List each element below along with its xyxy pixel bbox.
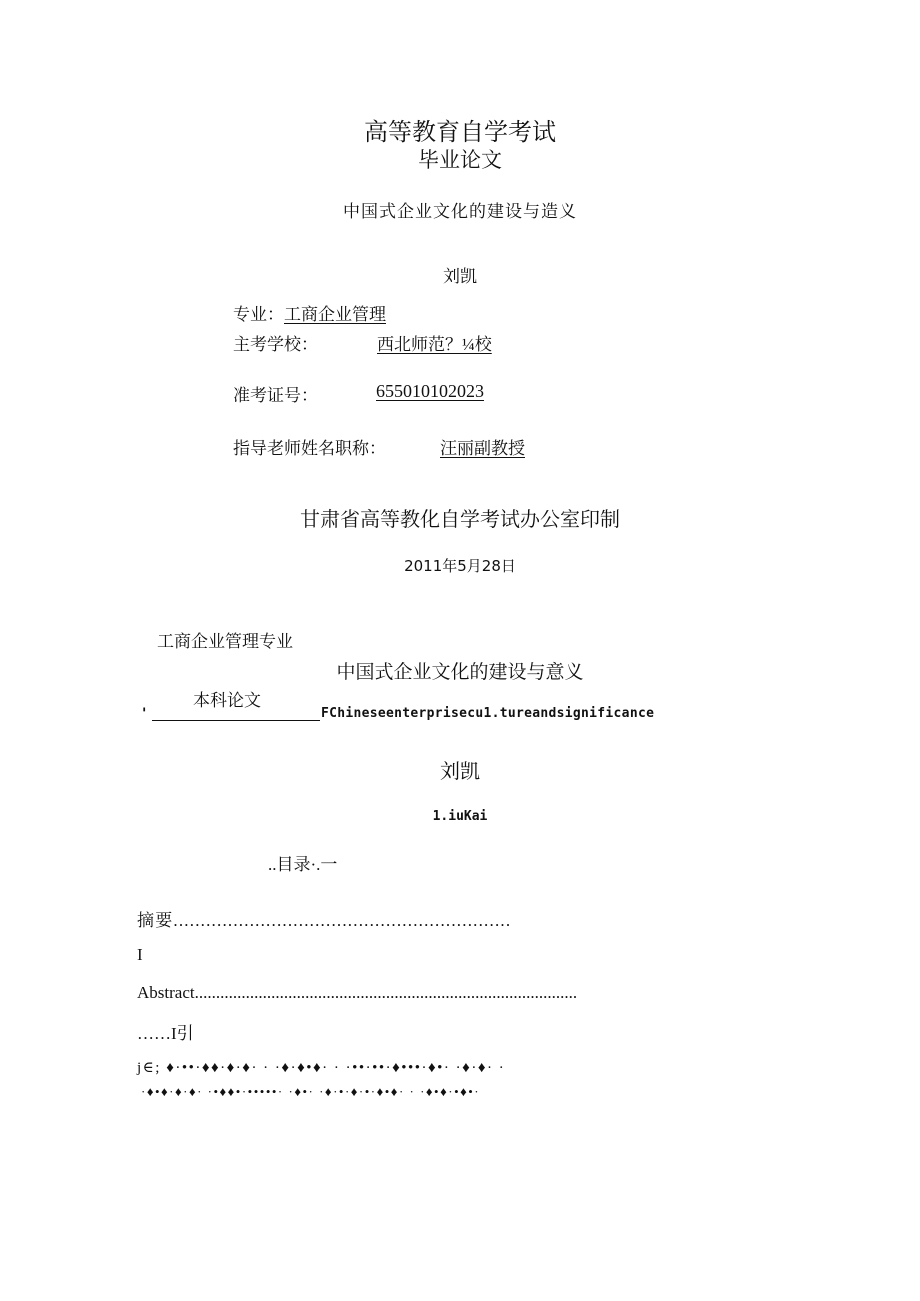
toc-heading: ..目录·.一: [268, 855, 338, 874]
author-name: 刘凯: [443, 267, 477, 286]
cn-title: 中国式企业文化的建设与意义: [336, 661, 584, 683]
school-value: 西北师范？¼校: [377, 335, 492, 354]
quote-mark: ': [140, 706, 149, 722]
toc-garbled-line-2: ·♦•♦·♦·♦· ·•♦♦•·•••••· ·♦•· ·♦·•·♦·•·♦•♦· · ·♦•♦·•♦•·: [141, 1084, 481, 1099]
author-cn: 刘凯: [440, 759, 480, 783]
exam-title: 高等教育自学考试: [364, 118, 556, 146]
school-label: 主考学校：: [233, 335, 318, 354]
major-value: 工商企业管理: [284, 305, 386, 324]
en-title: FChineseenterprisecu1.tureandsignificance: [321, 706, 655, 721]
cover-date: 2011年5月28日: [404, 557, 516, 575]
advisor-value: 汪丽副教授: [440, 439, 525, 458]
toc-entry-abstract-en: Abstract..........................................................................................: [137, 983, 578, 1002]
paper-type: 本科论文: [193, 691, 261, 710]
thesis-topic: 中国式企业文化的建设与造义: [343, 202, 577, 221]
major-line: 工商企业管理专业: [157, 632, 293, 651]
thesis-label: 毕业论文: [418, 148, 502, 172]
en-title-underline: [152, 720, 320, 721]
major-label: 专业：: [233, 305, 284, 324]
printing-office: 甘肃省高等教化自学考试办公室印制: [300, 507, 620, 531]
en-title-row: [140, 706, 148, 723]
exam-number-label: 准考证号：: [233, 386, 318, 405]
toc-entry-abstract-en-page: ……I引: [137, 1024, 194, 1043]
exam-number-value: 655010102023: [376, 381, 484, 401]
major-row: [233, 300, 386, 325]
author-en: 1.iuKai: [432, 809, 488, 824]
toc-entry-abstract-cn-page: I: [137, 945, 143, 964]
toc-garbled-line-1: j∈; ♦·••·♦♦·♦·♦· · ·♦·♦•♦· · ·••·••·♦•••·♦•· ·♦·♦· ·: [137, 1060, 506, 1076]
advisor-label: 指导老师姓名职称：: [233, 439, 386, 458]
toc-entry-abstract-cn: 摘要..............................................................: [137, 911, 512, 930]
